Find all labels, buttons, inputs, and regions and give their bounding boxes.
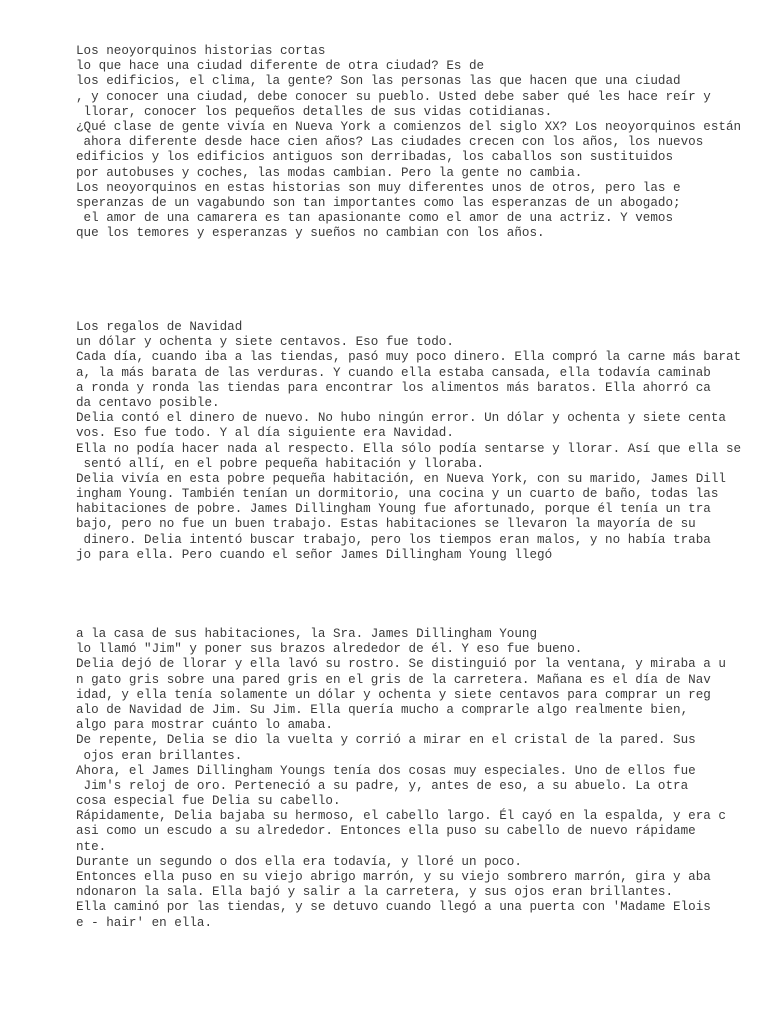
text-line: Rápidamente, Delia bajaba su hermoso, el cabello largo. Él cayó en la espalda, y era c <box>76 809 726 824</box>
text-block-intro <box>76 44 756 241</box>
text-line: Ella no podía hacer nada al respecto. Ella sólo podía sentarse y llorar. Así que ella se <box>76 441 742 456</box>
text-line: da centavo posible. <box>76 395 220 410</box>
text-line: ndonaron la sala. Ella bajó y salir a la carretera, y sus ojos eran brillantes. <box>76 885 674 900</box>
text-line: Los neoyorquinos en estas historias son muy diferentes unos de otros, pero las e <box>76 180 681 195</box>
text-line: que los temores y esperanzas y sueños no cambian con los años. <box>76 226 545 241</box>
text-line: el amor de una camarera es tan apasionante como el amor de una actriz. Y vemos <box>76 211 674 226</box>
text-line: habitaciones de pobre. James Dillingham Young fue afortunado, porque él tenía un tra <box>76 502 711 517</box>
text-line: jo para ella. Pero cuando el señor James Dillingham Young llegó <box>76 547 553 562</box>
text-line: lo llamó "Jim" y poner sus brazos alrededor de él. Y eso fue bueno. <box>76 642 583 657</box>
text-line: Los neoyorquinos historias cortas <box>76 44 326 58</box>
text-line: Durante un segundo o dos ella era todavía, y lloré un poco. <box>76 854 522 869</box>
text-line: idad, y ella tenía solamente un dólar y ochenta y siete centavos para comprar un reg <box>76 687 711 702</box>
text-line: a ronda y ronda las tiendas para encontrar los alimentos más baratos. Ella ahorró ca <box>76 380 711 395</box>
text-line: De repente, Delia se dio la vuelta y corrió a mirar en el cristal de la pared. Sus <box>76 733 696 748</box>
text-line: n gato gris sobre una pared gris en el gris de la carretera. Mañana es el día de Nav <box>76 672 711 687</box>
text-line: Delia dejó de llorar y ella lavó su rostro. Se distinguió por la ventana, y miraba a u <box>76 657 726 672</box>
text-line: ¿Qué clase de gente vivía en Nueva York a comienzos del siglo XX? Los neoyorquinos están <box>76 119 742 134</box>
text-line: por autobuses y coches, las modas cambian. Pero la gente no cambia. <box>76 165 583 180</box>
text-line: sentó allí, en el pobre pequeña habitación y lloraba. <box>76 456 485 471</box>
text-line: e - hair' en ella. <box>76 915 213 930</box>
text-line: Delia contó el dinero de nuevo. No hubo ningún error. Un dólar y ochenta y siete centa <box>76 411 726 426</box>
text-line: asi como un escudo a su alrededor. Entonces ella puso su cabello de nuevo rápidame <box>76 824 696 839</box>
text-line: dinero. Delia intentó buscar trabajo, pero los tiempos eran malos, y no había traba <box>76 532 711 547</box>
text-line: llorar, conocer los pequeños detalles de sus vidas cotidianas. <box>76 104 553 119</box>
text-line: vos. Eso fue todo. Y al día siguiente era Navidad. <box>76 426 454 441</box>
text-line: ingham Young. También tenían un dormitorio, una cocina y un cuarto de baño, todas las <box>76 487 719 502</box>
text-line: , y conocer una ciudad, debe conocer su pueblo. Usted debe saber qué les hace reír y <box>76 89 711 104</box>
text-line: Delia vivía en esta pobre pequeña habitación, en Nueva York, con su marido, James Dill <box>76 471 726 486</box>
text-line: Ahora, el James Dillingham Youngs tenía dos cosas muy especiales. Uno de ellos fue <box>76 763 696 778</box>
text-line: un dólar y ochenta y siete centavos. Eso fue todo. <box>76 335 454 350</box>
text-line: a la casa de sus habitaciones, la Sra. James Dillingham Young <box>76 627 538 641</box>
text-line: edificios y los edificios antiguos son derribadas, los caballos son sustituidos <box>76 150 674 165</box>
text-line: Ella caminó por las tiendas, y se detuvo cuando llegó a una puerta con 'Madame Elois <box>76 900 711 915</box>
text-line: Cada día, cuando iba a las tiendas, pasó muy poco dinero. Ella compró la carne más barat <box>76 350 742 365</box>
text-line: lo que hace una ciudad diferente de otra ciudad? Es de <box>76 59 485 74</box>
text-line: ahora diferente desde hace cien años? Las ciudades crecen con los años, los nuevos <box>76 135 704 150</box>
text-line: nte. <box>76 839 107 854</box>
text-line: cosa especial fue Delia su cabello. <box>76 794 341 809</box>
text-line: bajo, pero no fue un buen trabajo. Estas habitaciones se llevaron la mayoría de su <box>76 517 696 532</box>
text-line: ojos eran brillantes. <box>76 748 243 763</box>
text-line: Jim's reloj de oro. Perteneció a su padre, y, antes de eso, a su abuelo. La otra <box>76 778 689 793</box>
text-line: Entonces ella puso en su viejo abrigo marrón, y su viejo sombrero marrón, gira y aba <box>76 870 711 884</box>
text-block-story-start <box>76 320 756 563</box>
text-line: alo de Navidad de Jim. Su Jim. Ella quería mucho a comprarle algo realmente bien, <box>76 702 689 717</box>
text-block-story-continued <box>76 627 756 931</box>
text-line: Los regalos de Navidad <box>76 320 243 334</box>
text-line: algo para mostrar cuánto lo amaba. <box>76 718 333 733</box>
text-line: los edificios, el clima, la gente? Son las personas las que hacen que una ciudad <box>76 74 681 89</box>
text-line: speranzas de un vagabundo son tan importantes como las esperanzas de un abogado; <box>76 195 681 210</box>
text-line: a, la más barata de las verduras. Y cuando ella estaba cansada, ella todavía caminab <box>76 365 711 380</box>
